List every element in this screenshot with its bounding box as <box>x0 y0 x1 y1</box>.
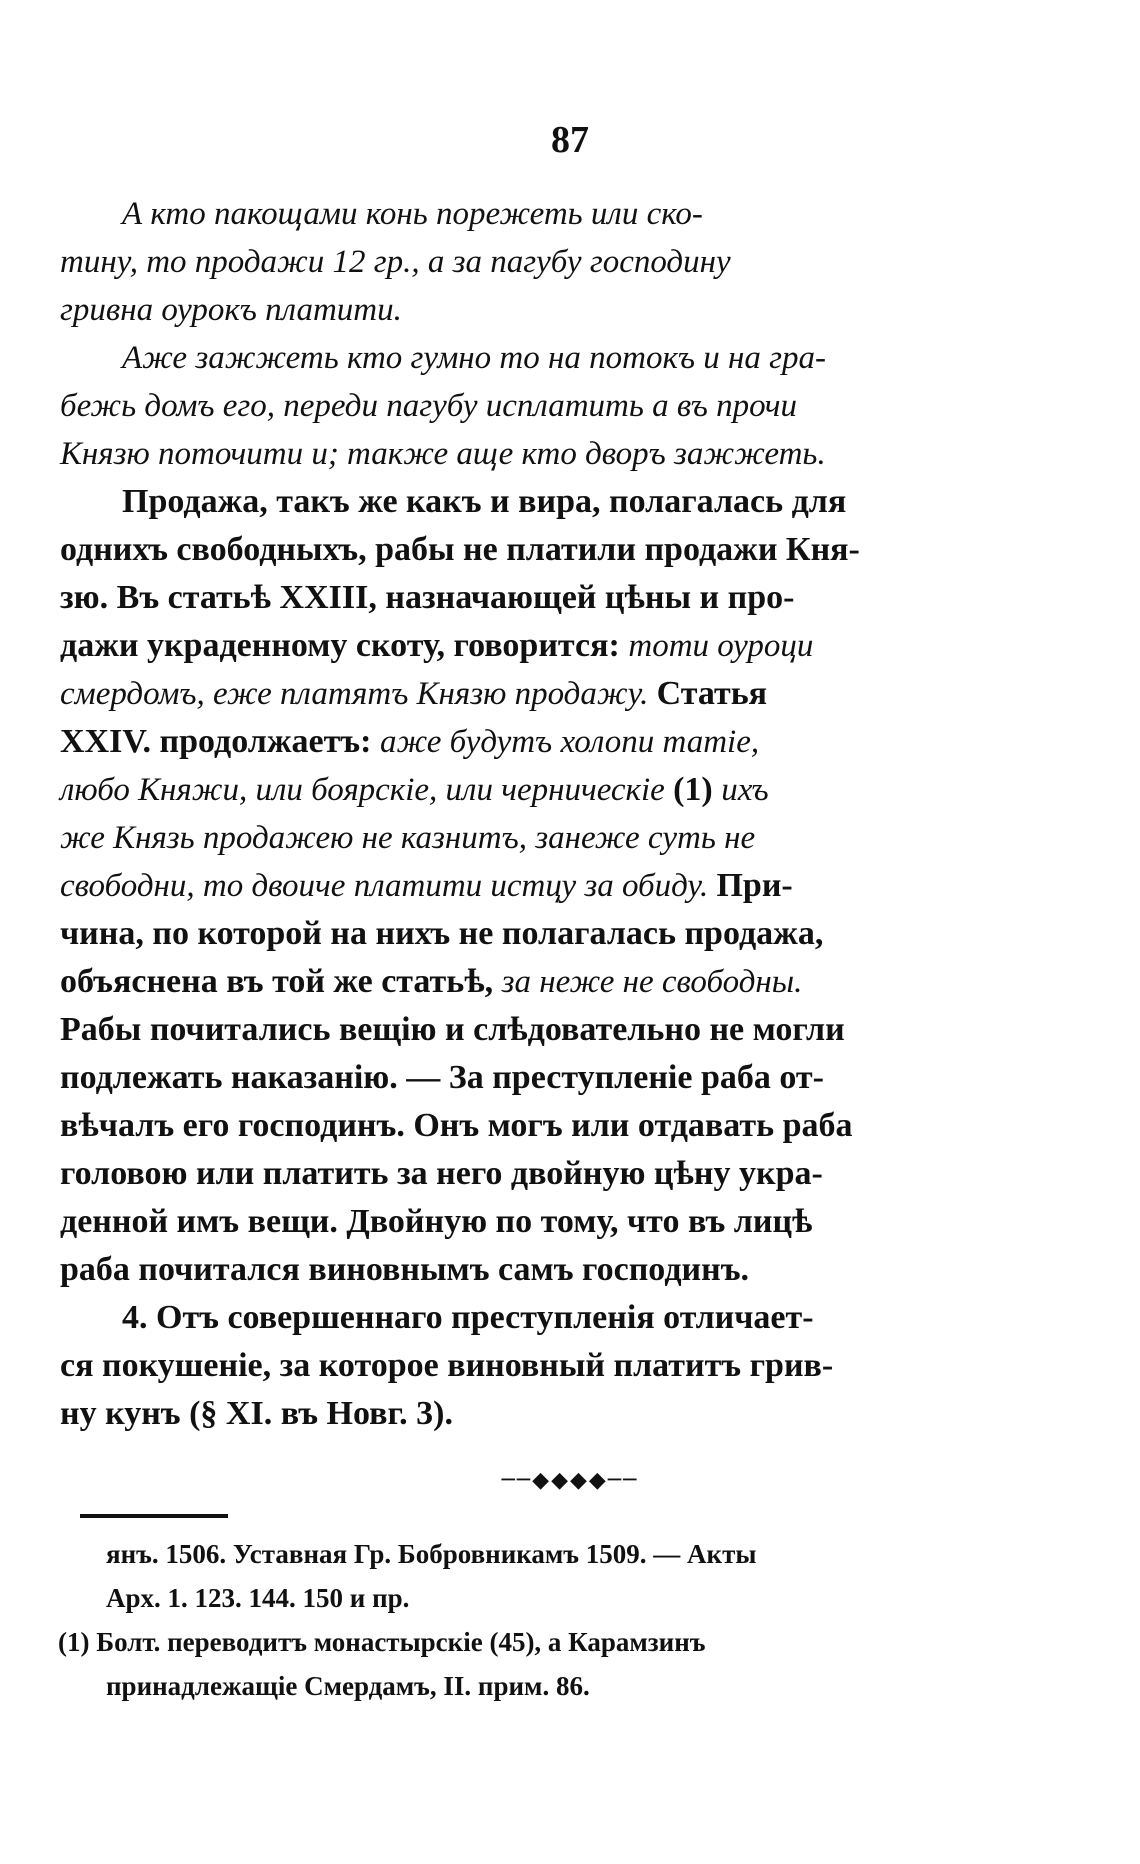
text-line: гривна оурокъ платити. <box>60 292 402 328</box>
text-line: 4. Отъ совершеннаго преступленія отличает- <box>122 1299 814 1336</box>
text-line <box>60 478 935 526</box>
text-run: подлежать наказанію. — За преступленіе раба от- <box>60 1059 824 1096</box>
text-run: Продажа, такъ же какъ и вира, полагалась для <box>122 483 847 520</box>
text-line <box>60 862 935 910</box>
footnote-line: Арх. 1. 123. 144. 150 и пр. <box>106 1583 410 1613</box>
footnote-rule <box>80 1514 228 1518</box>
text-line: Аже зажжеть кто гумно то на потокъ и на гра- <box>122 340 827 376</box>
text-line <box>60 814 935 862</box>
text-run: При- <box>716 867 793 904</box>
text-line <box>60 670 935 718</box>
text-line <box>60 910 935 958</box>
text-line <box>60 1246 935 1294</box>
footnote-line: (1) Болт. переводитъ монастырскіе (45), а Карамзинъ <box>58 1627 706 1657</box>
paragraph-1 <box>60 190 935 334</box>
text-line: А кто пакощами конь порежеть или ско- <box>122 196 703 232</box>
text-run: же Князь продажею не казнитъ, занеже суть не <box>60 820 756 856</box>
text-line <box>60 1198 935 1246</box>
page-number: 87 <box>551 119 589 161</box>
text-line: ся покушеніе, за которое виновный платитъ грив- <box>60 1347 834 1384</box>
text-line <box>60 622 935 670</box>
text-run: вѣчалъ его господинъ. Онъ могъ или отдавать раба <box>60 1107 853 1144</box>
text-line <box>60 958 935 1006</box>
footnote-line: янъ. 1506. Уставная Гр. Бобровникамъ 1509. — Акты <box>106 1539 757 1569</box>
text-run: (1) <box>673 771 722 808</box>
text-run: чина, по которой на нихъ не полагалась продажа, <box>60 915 824 952</box>
text-run: за неже не свободны. <box>501 964 803 1000</box>
text-run: зю. Въ статьѣ XXIII, назначающей цѣны и про- <box>60 579 795 616</box>
text-line <box>60 1102 935 1150</box>
text-run: дажи украденному скоту, говорится: <box>60 627 629 664</box>
ornament-divider: ──◆◆◆◆── <box>501 1468 639 1493</box>
text-run: любо Княжи, или боярскіе, или черническіе <box>60 772 674 808</box>
text-run: денной имъ вещи. Двойную по тому, что въ лицѣ <box>60 1203 813 1240</box>
text-line <box>60 718 935 766</box>
text-run: раба почитался виновнымъ самъ господинъ. <box>60 1251 750 1288</box>
text-line <box>60 1054 935 1102</box>
footnote-line: принадлежащіе Смердамъ, II. прим. 86. <box>106 1671 590 1701</box>
text-line <box>60 1150 935 1198</box>
paragraph-2 <box>60 334 935 478</box>
text-run: тоти оуроци <box>628 628 814 664</box>
text-line: ну кунъ (§ XI. въ Новг. 3). <box>60 1395 453 1432</box>
text-line: Князю поточити и; также аще кто дворъ зажжеть. <box>60 436 826 472</box>
text-run: ихъ <box>721 772 769 808</box>
body-text <box>60 190 935 1438</box>
text-run: Рабы почитались вещію и слѣдовательно не могли <box>60 1011 845 1048</box>
paragraph-3 <box>60 478 935 1294</box>
text-run: объяснена въ той же статьѣ, <box>60 963 502 1000</box>
text-line <box>60 526 935 574</box>
text-line <box>60 574 935 622</box>
text-run: аже будутъ холопи татіе, <box>379 724 760 760</box>
text-line <box>60 1006 935 1054</box>
text-line: тину, то продажи 12 гр., а за пагубу господину <box>60 244 731 280</box>
text-run: однихъ свободныхъ, рабы не платили продажи Кня- <box>60 531 860 568</box>
text-run: Статья <box>656 675 768 712</box>
text-line: бежь домъ его, переди пагубу исплатить а въ прочи <box>60 388 798 424</box>
text-run: XXIV. продолжаетъ: <box>60 723 380 760</box>
text-line <box>60 766 935 814</box>
text-run: смердомъ, еже платятъ Князю продажу. <box>60 676 657 712</box>
text-run: свободни, то двоиче платити истцу за обиду. <box>60 868 717 904</box>
text-run: головою или платить за него двойную цѣну укра- <box>60 1155 823 1192</box>
footnotes <box>58 1532 938 1708</box>
paragraph-4 <box>60 1294 935 1438</box>
